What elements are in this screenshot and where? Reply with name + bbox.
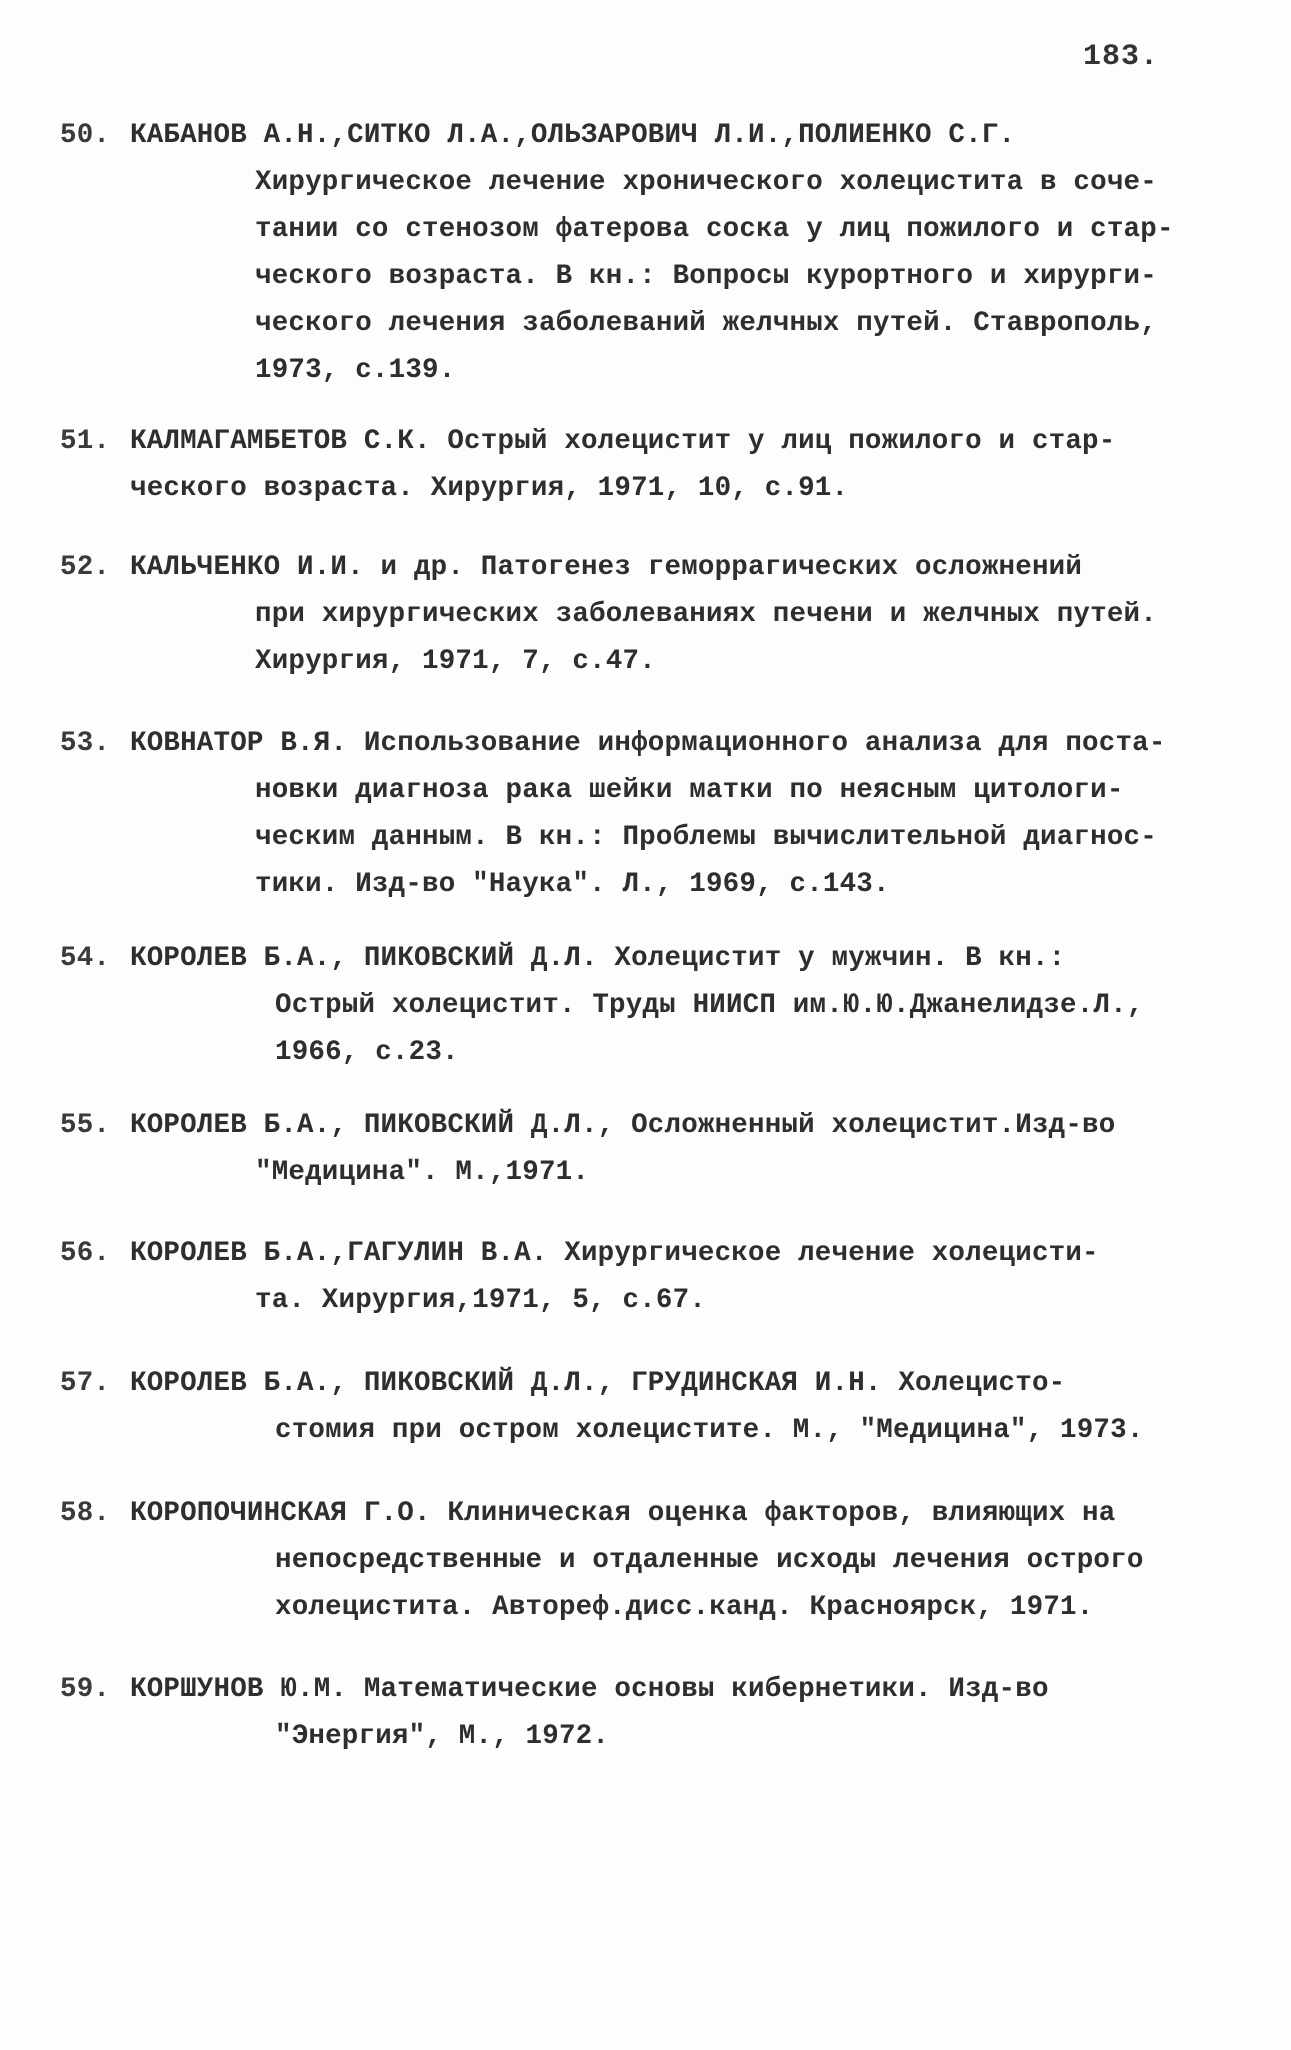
entry-text [130, 418, 1240, 512]
entry-number: 51. [60, 426, 111, 457]
entry-line: КОРОПОЧИНСКАЯ Г.О. Клиническая оценка факторов, влияющих на [130, 1498, 1116, 1529]
entry-line: КАЛЬЧЕНКО И.И. и др. Патогенез геморрагических осложнений [130, 552, 1083, 583]
entry-line: ческого возраста. В кн.: Вопросы курортного и хирурги- [255, 261, 1157, 292]
entry-line: "Энергия", М., 1972. [275, 1721, 610, 1752]
entry-line: "Медицина". М.,1971. [255, 1157, 590, 1188]
entry-number: 53. [60, 728, 111, 759]
entry-number: 58. [60, 1498, 111, 1529]
entry-line: Хирургия, 1971, 7, с.47. [255, 646, 656, 677]
entry-number: 59. [60, 1674, 111, 1705]
entry-line: КОРОЛЕВ Б.А., ПИКОВСКИЙ Д.Л., Осложненный холецистит.Изд-во [130, 1110, 1116, 1141]
entry-line: КАЛМАГАМБЕТОВ С.К. Острый холецистит у лиц пожилого и стар- [130, 426, 1116, 457]
entry-line: Острый холецистит. Труды НИИСП им.Ю.Ю.Джанелидзе.Л., [275, 990, 1144, 1021]
entry-line: 1973, с.139. [255, 355, 456, 386]
entry-line: КОРОЛЕВ Б.А.,ГАГУЛИН В.А. Хирургическое лечение холецисти- [130, 1238, 1099, 1269]
entry-text [130, 935, 1240, 1076]
entry-line: стомия при остром холецистите. М., "Медицина", 1973. [275, 1415, 1144, 1446]
entry-line: тании со стенозом фатерова соска у лиц пожилого и стар- [255, 214, 1174, 245]
entry-text [130, 112, 1240, 394]
entry-number: 55. [60, 1110, 111, 1141]
entry-line: ческим данным. В кн.: Проблемы вычислительной диагнос- [255, 822, 1157, 853]
entry-line: холецистита. Автореф.дисс.канд. Красноярск, 1971. [275, 1592, 1094, 1623]
entry-line: КОРШУНОВ Ю.М. Математические основы кибернетики. Изд-во [130, 1674, 1049, 1705]
entry-line: Хирургическое лечение хронического холецистита в соче- [255, 167, 1157, 198]
entry-line: при хирургических заболеваниях печени и желчных путей. [255, 599, 1157, 630]
entry-number: 57. [60, 1368, 111, 1399]
entry-text [130, 544, 1240, 685]
entry-text [130, 1490, 1240, 1631]
entry-text [130, 1666, 1240, 1760]
entry-line: ческого возраста. Хирургия, 1971, 10, с.91. [130, 473, 849, 504]
entry-line: тики. Изд-во "Наука". Л., 1969, с.143. [255, 869, 890, 900]
entry-text [130, 720, 1240, 908]
entry-text [130, 1360, 1240, 1454]
entry-number: 50. [60, 120, 111, 151]
entry-line: новки диагноза рака шейки матки по неясным цитологи- [255, 775, 1124, 806]
entry-text [130, 1102, 1240, 1196]
entry-text [130, 1230, 1240, 1324]
entry-line: та. Хирургия,1971, 5, с.67. [255, 1285, 706, 1316]
entry-number: 52. [60, 552, 111, 583]
entry-number: 54. [60, 943, 111, 974]
entry-line: КАБАНОВ А.Н.,СИТКО Л.А.,ОЛЬЗАРОВИЧ Л.И.,ПОЛИЕНКО С.Г. [130, 120, 1016, 151]
entry-line: 1966, с.23. [275, 1037, 459, 1068]
entry-line: КОВНАТОР В.Я. Использование информационного анализа для поста- [130, 728, 1166, 759]
entry-line: КОРОЛЕВ Б.А., ПИКОВСКИЙ Д.Л. Холецистит у мужчин. В кн.: [130, 943, 1066, 974]
entry-line: ческого лечения заболеваний желчных путей. Ставрополь, [255, 308, 1157, 339]
entry-line: непосредственные и отдаленные исходы лечения острого [275, 1545, 1144, 1576]
entry-number: 56. [60, 1238, 111, 1269]
entry-line: КОРОЛЕВ Б.А., ПИКОВСКИЙ Д.Л., ГРУДИНСКАЯ И.Н. Холецисто- [130, 1368, 1066, 1399]
page-number: 183. [1083, 40, 1160, 74]
